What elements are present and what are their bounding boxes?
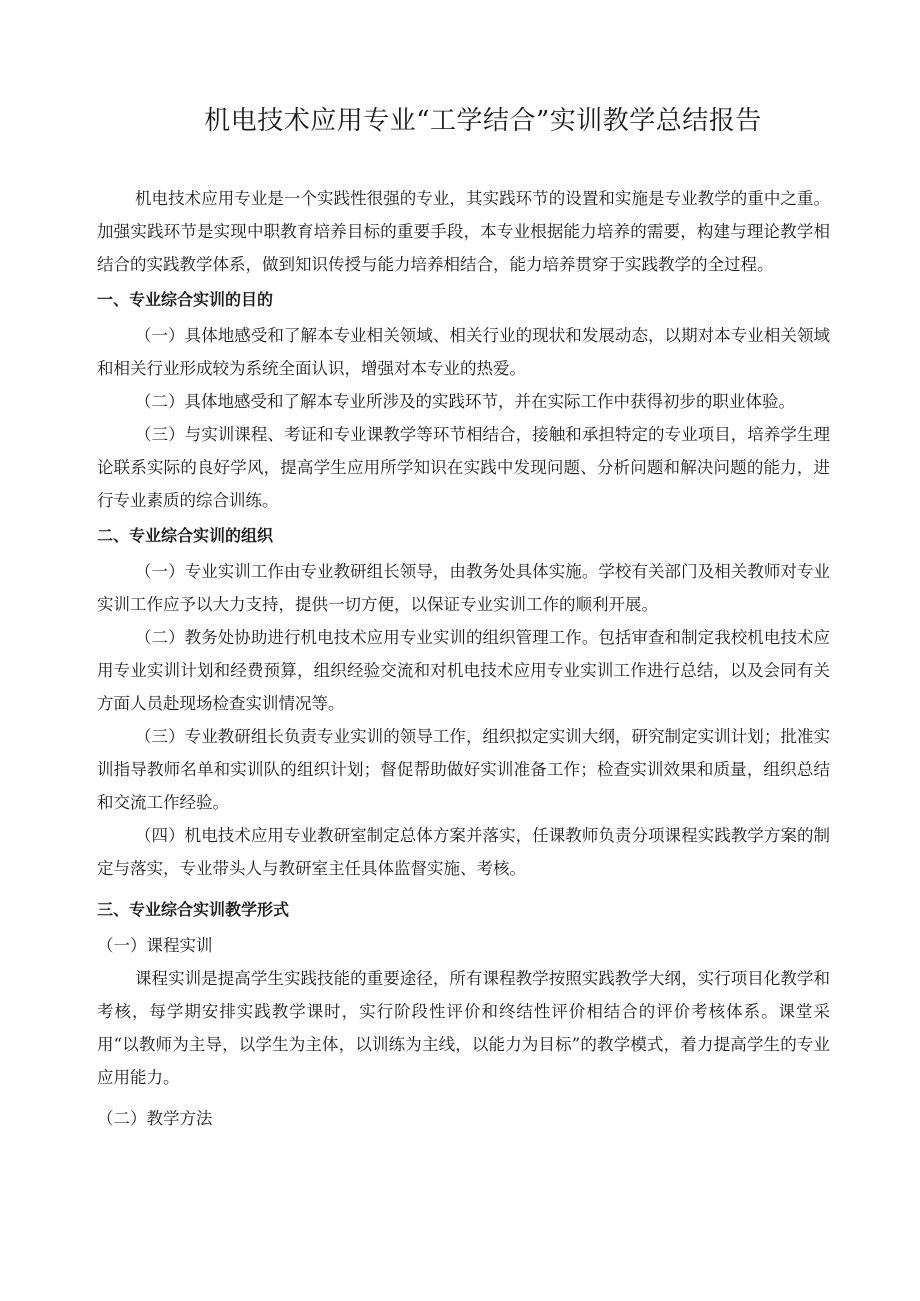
subheading-teaching-methods: （二）教学方法	[97, 1109, 213, 1128]
organization-paragraph-1: （一）专业实训工作由专业教研组长领导，由教务处具体实施。学校有关部门及相关教师对专业实训工作应予以大力支持，提供一切方便，以保证专业实训工作的顺利开展。	[97, 562, 830, 614]
course-training-paragraph: 课程实训是提高学生实践技能的重要途径，所有课程教学按照实践教学大纲，实行项目化教学和考核，每学期安排实践教学课时，实行阶段性评价和终结性评价相结合的评价考核体系。课堂采用“以教师为主导，以学生为主体，以训练为主线，以能力为目标”的教学模式，着力提高学生的专业应用能力。	[97, 969, 830, 1087]
section-heading-organization: 二、专业综合实训的组织	[97, 526, 274, 545]
document-title: 机电技术应用专业“工学结合”实训教学总结报告	[204, 106, 762, 136]
section-heading-purpose: 一、专业综合实训的目的	[97, 290, 274, 309]
intro-paragraph: 机电技术应用专业是一个实践性很强的专业，其实践环节的设置和实施是专业教学的重中之重。加强实践环节是实现中职教育培养目标的重要手段，本专业根据能力培养的需要，构建与理论教学相结合的实践教学体系，做到知识传授与能力培养相结合，能力培养贯穿于实践教学的全过程。	[97, 189, 830, 274]
section-heading-teaching-form: 三、专业综合实训教学形式	[97, 900, 290, 919]
purpose-paragraph-3: （三）与实训课程、考证和专业课教学等环节相结合，接触和承担特定的专业项目，培养学生理论联系实际的良好学风，提高学生应用所学知识在实践中发现问题、分析问题和解决问题的能力，进行专业素质的综合训练。	[97, 425, 830, 510]
organization-paragraph-2: （二）教务处协助进行机电技术应用专业实训的组织管理工作。包括审查和制定我校机电技术应用专业实训计划和经费预算，组织经验交流和对机电技术应用专业实训工作进行总结，以及会同有关方面人员赴现场检查实训情况等。	[97, 628, 830, 713]
subheading-course-training: （一）课程实训	[97, 936, 213, 955]
organization-paragraph-3: （三）专业教研组长负责专业实训的领导工作，组织拟定实训大纲，研究制定实训计划；批准实训指导教师名单和实训队的组织计划；督促帮助做好实训准备工作；检查实训效果和质量，组织总结和交流工作经验。	[97, 727, 830, 812]
organization-paragraph-4: （四）机电技术应用专业教研室制定总体方案并落实，任课教师负责分项课程实践教学方案的制定与落实，专业带头人与教研室主任具体监督实施、考核。	[97, 826, 830, 878]
document-body	[97, 182, 830, 1135]
purpose-paragraph-1: （一）具体地感受和了解本专业相关领域、相关行业的现状和发展动态，以期对本专业相关领域和相关行业形成较为系统全面认识，增强对本专业的热爱。	[97, 326, 830, 378]
purpose-paragraph-2: （二）具体地感受和了解本专业所涉及的实践环节，并在实际工作中获得初步的职业体验。	[135, 392, 795, 411]
